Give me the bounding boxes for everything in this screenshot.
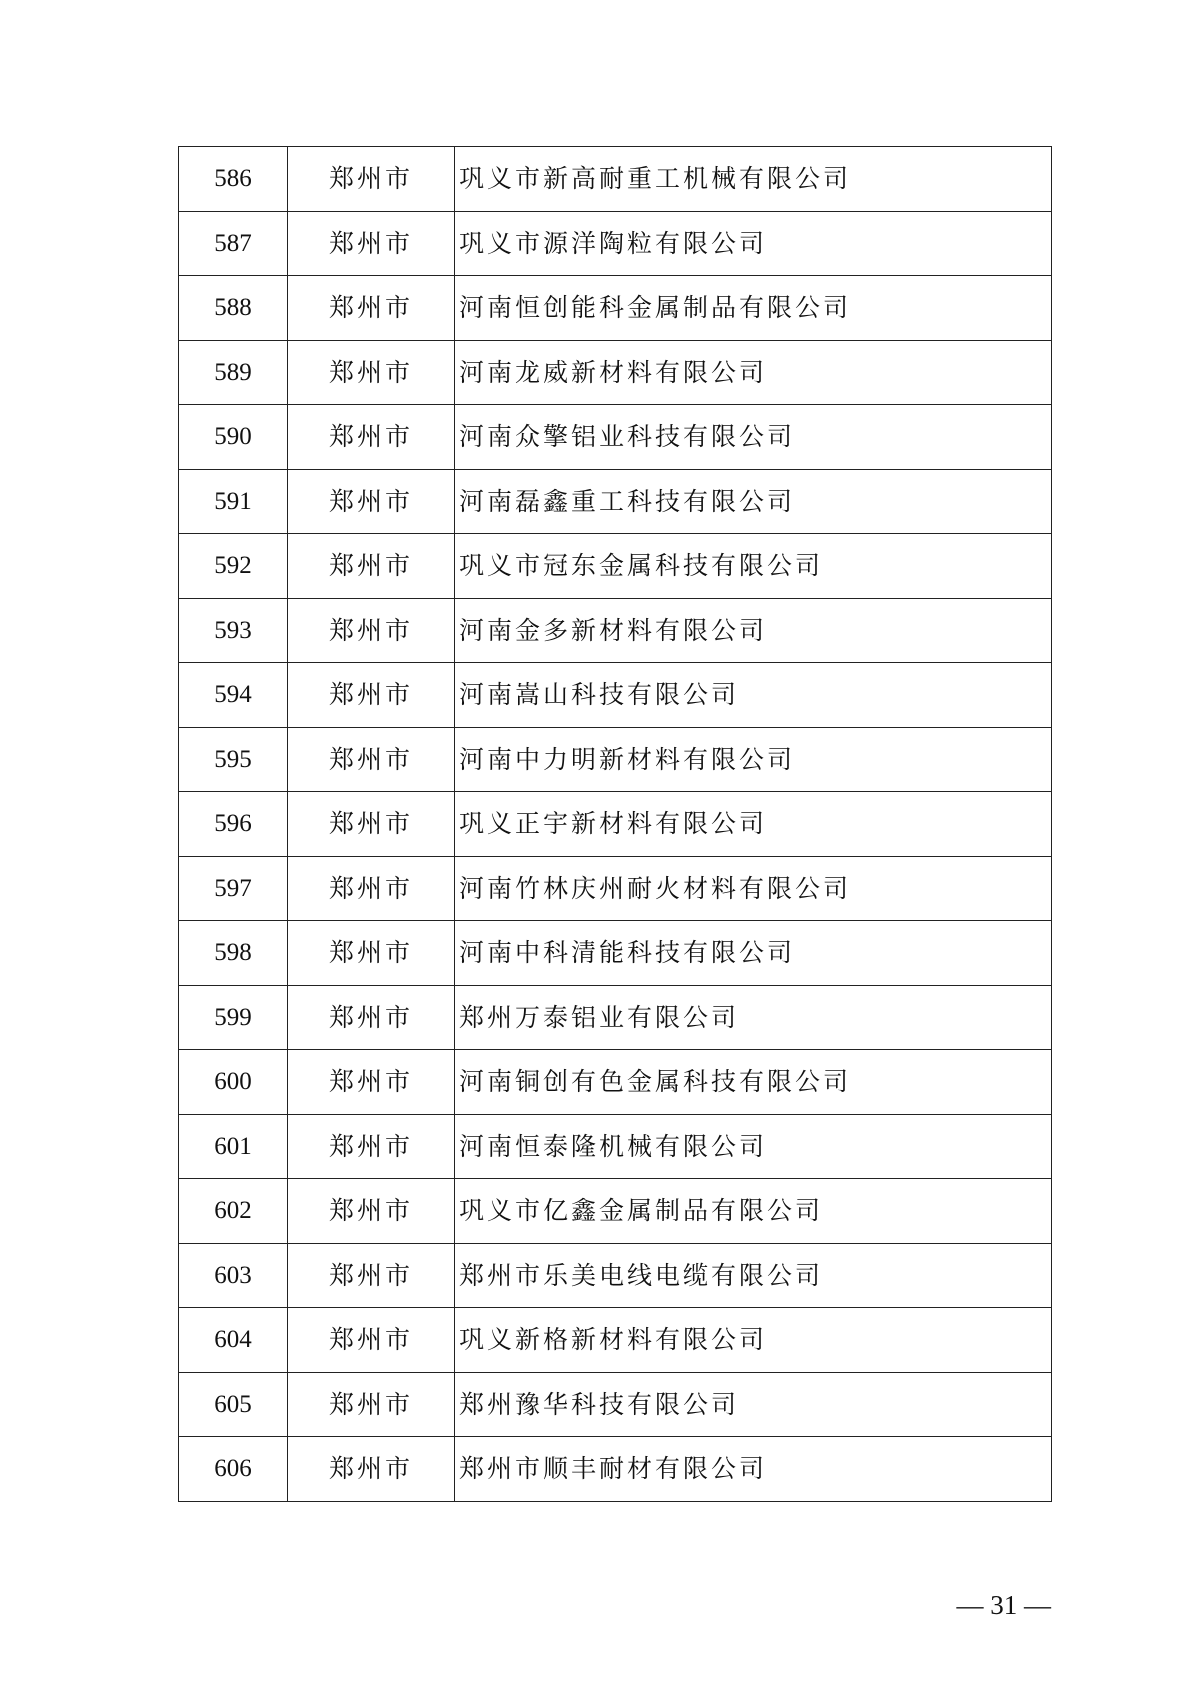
company-name-cell: 郑州市乐美电线电缆有限公司 — [455, 1243, 1052, 1308]
company-name-cell: 河南恒创能科金属制品有限公司 — [455, 276, 1052, 341]
table-row — [179, 469, 1052, 534]
city-cell: 郑州市 — [288, 276, 455, 341]
table-row — [179, 1437, 1052, 1502]
company-name-cell: 郑州万泰铝业有限公司 — [455, 985, 1052, 1050]
table-row — [179, 856, 1052, 921]
company-name-cell: 巩义市冠东金属科技有限公司 — [455, 534, 1052, 599]
company-name-cell: 河南恒泰隆机械有限公司 — [455, 1114, 1052, 1179]
table-row — [179, 921, 1052, 986]
row-number-cell: 590 — [179, 405, 288, 470]
company-name-cell: 郑州豫华科技有限公司 — [455, 1372, 1052, 1437]
city-cell: 郑州市 — [288, 147, 455, 212]
city-cell: 郑州市 — [288, 340, 455, 405]
row-number-cell: 588 — [179, 276, 288, 341]
row-number-cell: 597 — [179, 856, 288, 921]
city-cell: 郑州市 — [288, 1050, 455, 1115]
city-cell: 郑州市 — [288, 405, 455, 470]
row-number-cell: 586 — [179, 147, 288, 212]
table-row — [179, 663, 1052, 728]
table-row — [179, 985, 1052, 1050]
row-number-cell: 592 — [179, 534, 288, 599]
row-number-cell: 601 — [179, 1114, 288, 1179]
row-number-cell: 606 — [179, 1437, 288, 1502]
city-cell: 郑州市 — [288, 1372, 455, 1437]
city-cell: 郑州市 — [288, 534, 455, 599]
city-cell: 郑州市 — [288, 985, 455, 1050]
table-row — [179, 598, 1052, 663]
row-number-cell: 593 — [179, 598, 288, 663]
company-name-cell: 巩义正宇新材料有限公司 — [455, 792, 1052, 857]
table-row — [179, 1308, 1052, 1373]
row-number-cell: 596 — [179, 792, 288, 857]
row-number-cell: 595 — [179, 727, 288, 792]
row-number-cell: 599 — [179, 985, 288, 1050]
table-row — [179, 1372, 1052, 1437]
city-cell: 郑州市 — [288, 663, 455, 728]
row-number-cell: 604 — [179, 1308, 288, 1373]
row-number-cell: 594 — [179, 663, 288, 728]
table-row — [179, 1114, 1052, 1179]
company-name-cell: 河南龙威新材料有限公司 — [455, 340, 1052, 405]
company-name-cell: 巩义市亿鑫金属制品有限公司 — [455, 1179, 1052, 1244]
row-number-cell: 589 — [179, 340, 288, 405]
row-number-cell: 591 — [179, 469, 288, 534]
row-number-cell: 603 — [179, 1243, 288, 1308]
company-name-cell: 河南中科清能科技有限公司 — [455, 921, 1052, 986]
table-row — [179, 727, 1052, 792]
city-cell: 郑州市 — [288, 921, 455, 986]
table-row — [179, 1050, 1052, 1115]
table-row — [179, 340, 1052, 405]
table-body — [179, 147, 1052, 1502]
table-row — [179, 147, 1052, 212]
city-cell: 郑州市 — [288, 469, 455, 534]
city-cell: 郑州市 — [288, 1179, 455, 1244]
company-name-cell: 河南金多新材料有限公司 — [455, 598, 1052, 663]
row-number-cell: 602 — [179, 1179, 288, 1244]
city-cell: 郑州市 — [288, 856, 455, 921]
table-row — [179, 1179, 1052, 1244]
table-row — [179, 1243, 1052, 1308]
company-name-cell: 河南中力明新材料有限公司 — [455, 727, 1052, 792]
table-row — [179, 405, 1052, 470]
city-cell: 郑州市 — [288, 792, 455, 857]
table-row — [179, 534, 1052, 599]
city-cell: 郑州市 — [288, 1437, 455, 1502]
company-name-cell: 河南竹林庆州耐火材料有限公司 — [455, 856, 1052, 921]
city-cell: 郑州市 — [288, 211, 455, 276]
company-list-table — [178, 146, 1052, 1502]
company-name-cell: 河南众擎铝业科技有限公司 — [455, 405, 1052, 470]
table-row — [179, 276, 1052, 341]
company-name-cell: 河南嵩山科技有限公司 — [455, 663, 1052, 728]
row-number-cell: 598 — [179, 921, 288, 986]
row-number-cell: 600 — [179, 1050, 288, 1115]
company-name-cell: 郑州市顺丰耐材有限公司 — [455, 1437, 1052, 1502]
row-number-cell: 605 — [179, 1372, 288, 1437]
company-name-cell: 巩义市源洋陶粒有限公司 — [455, 211, 1052, 276]
city-cell: 郑州市 — [288, 1243, 455, 1308]
company-name-cell: 巩义新格新材料有限公司 — [455, 1308, 1052, 1373]
company-name-cell: 巩义市新高耐重工机械有限公司 — [455, 147, 1052, 212]
city-cell: 郑州市 — [288, 1308, 455, 1373]
table-row — [179, 211, 1052, 276]
city-cell: 郑州市 — [288, 727, 455, 792]
city-cell: 郑州市 — [288, 1114, 455, 1179]
row-number-cell: 587 — [179, 211, 288, 276]
company-name-cell: 河南磊鑫重工科技有限公司 — [455, 469, 1052, 534]
city-cell: 郑州市 — [288, 598, 455, 663]
table-row — [179, 792, 1052, 857]
page-number: — 31 — — [956, 1590, 1051, 1620]
company-name-cell: 河南铜创有色金属科技有限公司 — [455, 1050, 1052, 1115]
